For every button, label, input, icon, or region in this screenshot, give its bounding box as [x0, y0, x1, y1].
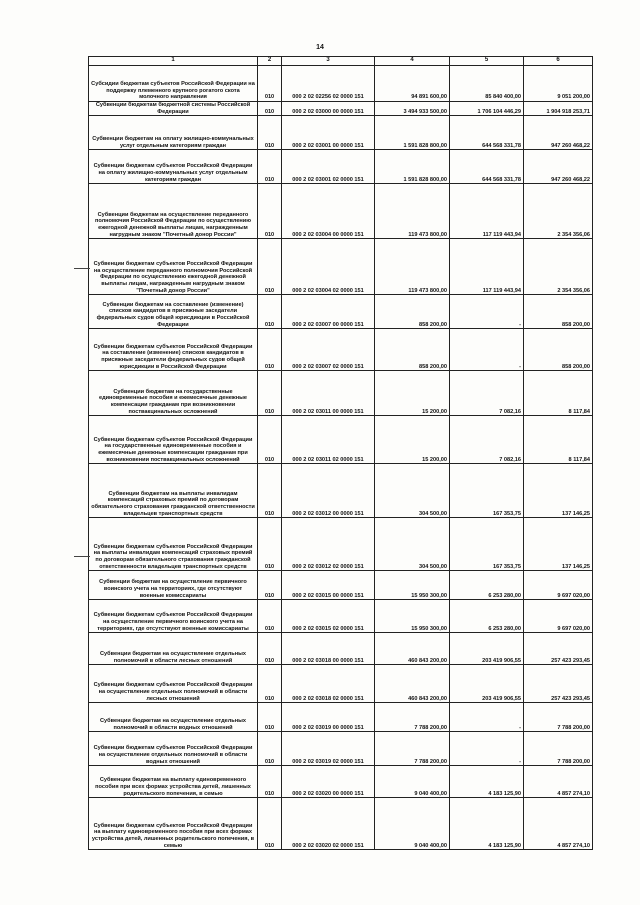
row-kbk-code: 000 2 02 03001 02 0000 151 [282, 150, 375, 184]
row-name: Субвенции бюджетам бюджетной системы Российской Федерации [89, 102, 258, 116]
row-executed-amount: 203 419 906,55 [450, 633, 524, 665]
row-approved-amount: 15 200,00 [375, 371, 450, 416]
row-code: 010 [258, 633, 282, 665]
row-code: 010 [258, 665, 282, 703]
row-approved-amount: 94 891 600,00 [375, 66, 450, 102]
table-row [89, 184, 593, 239]
row-approved-amount: 304 500,00 [375, 464, 450, 518]
row-approved-amount: 1 591 828 800,00 [375, 116, 450, 150]
row-name: Субвенции бюджетам субъектов Российской Федерации на осуществление первичного воинского учета на территориях, где отсутствуют военные комиссариаты [89, 600, 258, 633]
row-approved-amount: 460 843 200,00 [375, 665, 450, 703]
row-approved-amount: 3 494 933 500,00 [375, 102, 450, 116]
row-executed-amount: - [450, 329, 524, 371]
row-kbk-code: 000 2 02 03000 00 0000 151 [282, 102, 375, 116]
row-executed-amount: - [450, 732, 524, 766]
table-row [89, 295, 593, 329]
row-approved-amount: 460 843 200,00 [375, 633, 450, 665]
row-kbk-code: 000 2 02 03018 02 0000 151 [282, 665, 375, 703]
table-row [89, 150, 593, 184]
row-kbk-code: 000 2 02 03011 00 0000 151 [282, 371, 375, 416]
row-unexecuted-amount: 947 260 468,22 [524, 116, 593, 150]
row-unexecuted-amount: 858 200,00 [524, 329, 593, 371]
row-executed-amount: 1 706 104 446,29 [450, 102, 524, 116]
row-executed-amount: 167 353,75 [450, 464, 524, 518]
row-approved-amount: 304 500,00 [375, 518, 450, 571]
row-executed-amount: 6 253 280,00 [450, 571, 524, 600]
row-unexecuted-amount: 1 904 918 253,71 [524, 102, 593, 116]
table-row [89, 703, 593, 732]
row-name: Субвенции бюджетам субъектов Российской Федерации на осуществление отдельных полномочий в области водных отношений [89, 732, 258, 766]
row-approved-amount: 15 200,00 [375, 416, 450, 464]
header-col-2: 2 [258, 57, 282, 66]
row-unexecuted-amount: 858 200,00 [524, 295, 593, 329]
row-name: Субвенции бюджетам на осуществление отдельных полномочий в области водных отношений [89, 703, 258, 732]
row-kbk-code: 000 2 02 03012 02 0000 151 [282, 518, 375, 571]
row-code: 010 [258, 66, 282, 102]
table-row [89, 416, 593, 464]
row-unexecuted-amount: 137 146,25 [524, 518, 593, 571]
row-executed-amount: 203 419 906,55 [450, 665, 524, 703]
row-name: Субвенции бюджетам субъектов Российской Федерации на оплату жилищно-коммунальных услуг отдельным категориям граждан [89, 150, 258, 184]
row-unexecuted-amount: 4 857 274,10 [524, 798, 593, 850]
margin-mark [74, 556, 90, 557]
row-approved-amount: 9 040 400,00 [375, 798, 450, 850]
row-kbk-code: 000 2 02 03019 02 0000 151 [282, 732, 375, 766]
table-row [89, 464, 593, 518]
margin-mark [74, 268, 90, 269]
row-code: 010 [258, 600, 282, 633]
budget-table [88, 56, 593, 850]
row-unexecuted-amount: 9 697 020,00 [524, 600, 593, 633]
row-kbk-code: 000 2 02 03004 02 0000 151 [282, 239, 375, 295]
row-kbk-code: 000 2 02 03001 00 0000 151 [282, 116, 375, 150]
row-executed-amount: 85 840 400,00 [450, 66, 524, 102]
row-name: Субвенции бюджетам субъектов Российской Федерации на составление (изменение) списков кандидатов в присяжные заседатели федеральных судов общей юрисдикции в Российской Федерации [89, 329, 258, 371]
row-executed-amount: 644 568 331,78 [450, 150, 524, 184]
table-row [89, 798, 593, 850]
row-unexecuted-amount: 2 354 356,06 [524, 239, 593, 295]
header-col-3: 3 [282, 57, 375, 66]
row-code: 010 [258, 116, 282, 150]
table-row [89, 665, 593, 703]
row-approved-amount: 7 788 200,00 [375, 703, 450, 732]
row-kbk-code: 000 2 02 03012 00 0000 151 [282, 464, 375, 518]
row-executed-amount: 7 082,16 [450, 416, 524, 464]
table-row [89, 766, 593, 798]
row-code: 010 [258, 571, 282, 600]
row-kbk-code: 000 2 02 03015 00 0000 151 [282, 571, 375, 600]
row-unexecuted-amount: 137 146,25 [524, 464, 593, 518]
row-kbk-code: 000 2 02 03018 00 0000 151 [282, 633, 375, 665]
row-code: 010 [258, 703, 282, 732]
row-name: Субвенции бюджетам на осуществление отдельных полномочий в области лесных отношений [89, 633, 258, 665]
row-unexecuted-amount: 7 788 200,00 [524, 703, 593, 732]
row-name: Субвенции бюджетам на выплаты инвалидам компенсаций страховых премий по договорам обязательного страхования гражданской ответственности владельцев транспортных средств [89, 464, 258, 518]
row-kbk-code: 000 2 02 03020 00 0000 151 [282, 766, 375, 798]
header-col-6: 6 [524, 57, 593, 66]
table-row [89, 371, 593, 416]
table-row [89, 571, 593, 600]
row-name: Субвенции бюджетам на составление (изменение) списков кандидатов в присяжные заседатели федеральных судов общей юрисдикции в Российской Федерации [89, 295, 258, 329]
row-kbk-code: 000 2 02 03011 02 0000 151 [282, 416, 375, 464]
row-name: Субвенции бюджетам на осуществление первичного воинского учета на территориях, где отсутствуют военные комиссариаты [89, 571, 258, 600]
row-code: 010 [258, 464, 282, 518]
row-approved-amount: 15 950 300,00 [375, 571, 450, 600]
row-kbk-code: 000 2 02 03004 00 0000 151 [282, 184, 375, 239]
row-name: Субвенции бюджетам субъектов Российской Федерации на выплаты инвалидам компенсаций страховых премий по договорам обязательного страхования гражданской ответственности владельцев транспортных средств [89, 518, 258, 571]
row-code: 010 [258, 732, 282, 766]
row-code: 010 [258, 766, 282, 798]
table-row [89, 239, 593, 295]
row-executed-amount: 4 183 125,90 [450, 766, 524, 798]
header-row [89, 57, 593, 66]
row-kbk-code: 000 2 02 03019 00 0000 151 [282, 703, 375, 732]
table-row [89, 633, 593, 665]
row-unexecuted-amount: 8 117,84 [524, 416, 593, 464]
row-approved-amount: 7 788 200,00 [375, 732, 450, 766]
row-code: 010 [258, 798, 282, 850]
row-executed-amount: - [450, 295, 524, 329]
row-approved-amount: 9 040 400,00 [375, 766, 450, 798]
row-name: Субвенции бюджетам на осуществление переданного полномочия Российской Федерации по осуществлению ежегодной денежной выплаты лицам, награжденным нагрудным знаком "Почетный донор России" [89, 184, 258, 239]
header-col-1: 1 [89, 57, 258, 66]
row-approved-amount: 858 200,00 [375, 329, 450, 371]
table-row [89, 329, 593, 371]
row-name: Субвенции бюджетам субъектов Российской Федерации на осуществление отдельных полномочий в области лесных отношений [89, 665, 258, 703]
row-code: 010 [258, 295, 282, 329]
row-code: 010 [258, 416, 282, 464]
row-executed-amount: 6 253 280,00 [450, 600, 524, 633]
row-executed-amount: 7 082,16 [450, 371, 524, 416]
row-unexecuted-amount: 4 857 274,10 [524, 766, 593, 798]
row-kbk-code: 000 2 02 03020 02 0000 151 [282, 798, 375, 850]
row-kbk-code: 000 2 02 03007 00 0000 151 [282, 295, 375, 329]
row-code: 010 [258, 371, 282, 416]
row-executed-amount: 644 568 331,78 [450, 116, 524, 150]
row-name: Субсидии бюджетам субъектов Российской Федерации на поддержку племенного крупного рогатого скота молочного направления [89, 66, 258, 102]
row-approved-amount: 858 200,00 [375, 295, 450, 329]
row-code: 010 [258, 239, 282, 295]
row-unexecuted-amount: 257 423 293,45 [524, 633, 593, 665]
row-executed-amount: 117 119 443,94 [450, 184, 524, 239]
table-row [89, 116, 593, 150]
row-name: Субвенции бюджетам на выплату единовременного пособия при всех формах устройства детей, лишенных родительского попечения, в семью [89, 766, 258, 798]
row-code: 010 [258, 184, 282, 239]
row-name: Субвенции бюджетам субъектов Российской Федерации на государственные единовременные пособия и ежемесячные денежные компенсации гражданам при возникновении поствакцинальных осложнений [89, 416, 258, 464]
row-kbk-code: 000 2 02 03007 02 0000 151 [282, 329, 375, 371]
table-row [89, 66, 593, 102]
page-number: 14 [316, 44, 324, 51]
row-unexecuted-amount: 9 051 200,00 [524, 66, 593, 102]
row-approved-amount: 119 473 800,00 [375, 184, 450, 239]
row-unexecuted-amount: 7 788 200,00 [524, 732, 593, 766]
row-executed-amount: 4 183 125,90 [450, 798, 524, 850]
row-name: Субвенции бюджетам субъектов Российской Федерации на осуществление переданного полномочия Российской Федерации по осуществлению ежегодной денежной выплаты лицам, награжденным нагрудным знаком "Почетный донор России" [89, 239, 258, 295]
row-executed-amount: 167 353,75 [450, 518, 524, 571]
table-row [89, 518, 593, 571]
table-row [89, 732, 593, 766]
row-kbk-code: 000 2 02 02256 02 0000 151 [282, 66, 375, 102]
row-unexecuted-amount: 257 423 293,45 [524, 665, 593, 703]
header-col-5: 5 [450, 57, 524, 66]
row-name: Субвенции бюджетам субъектов Российской Федерации на выплату единовременного пособия при всех формах устройства детей, лишенных родительского попечения, в семью [89, 798, 258, 850]
row-approved-amount: 1 591 828 800,00 [375, 150, 450, 184]
table-row [89, 600, 593, 633]
row-code: 010 [258, 329, 282, 371]
header-col-4: 4 [375, 57, 450, 66]
row-unexecuted-amount: 2 354 356,06 [524, 184, 593, 239]
row-name: Субвенции бюджетам на оплату жилищно-коммунальных услуг отдельным категориям граждан [89, 116, 258, 150]
row-executed-amount: 117 119 443,94 [450, 239, 524, 295]
row-unexecuted-amount: 9 697 020,00 [524, 571, 593, 600]
row-kbk-code: 000 2 02 03015 02 0000 151 [282, 600, 375, 633]
row-unexecuted-amount: 8 117,84 [524, 371, 593, 416]
table-row [89, 102, 593, 116]
row-code: 010 [258, 518, 282, 571]
row-name: Субвенции бюджетам на государственные единовременные пособия и ежемесячные денежные компенсации гражданам при возникновении поствакцинальных осложнений [89, 371, 258, 416]
row-approved-amount: 119 473 800,00 [375, 239, 450, 295]
row-unexecuted-amount: 947 260 468,22 [524, 150, 593, 184]
row-code: 010 [258, 102, 282, 116]
row-code: 010 [258, 150, 282, 184]
row-executed-amount: - [450, 703, 524, 732]
row-approved-amount: 15 950 300,00 [375, 600, 450, 633]
